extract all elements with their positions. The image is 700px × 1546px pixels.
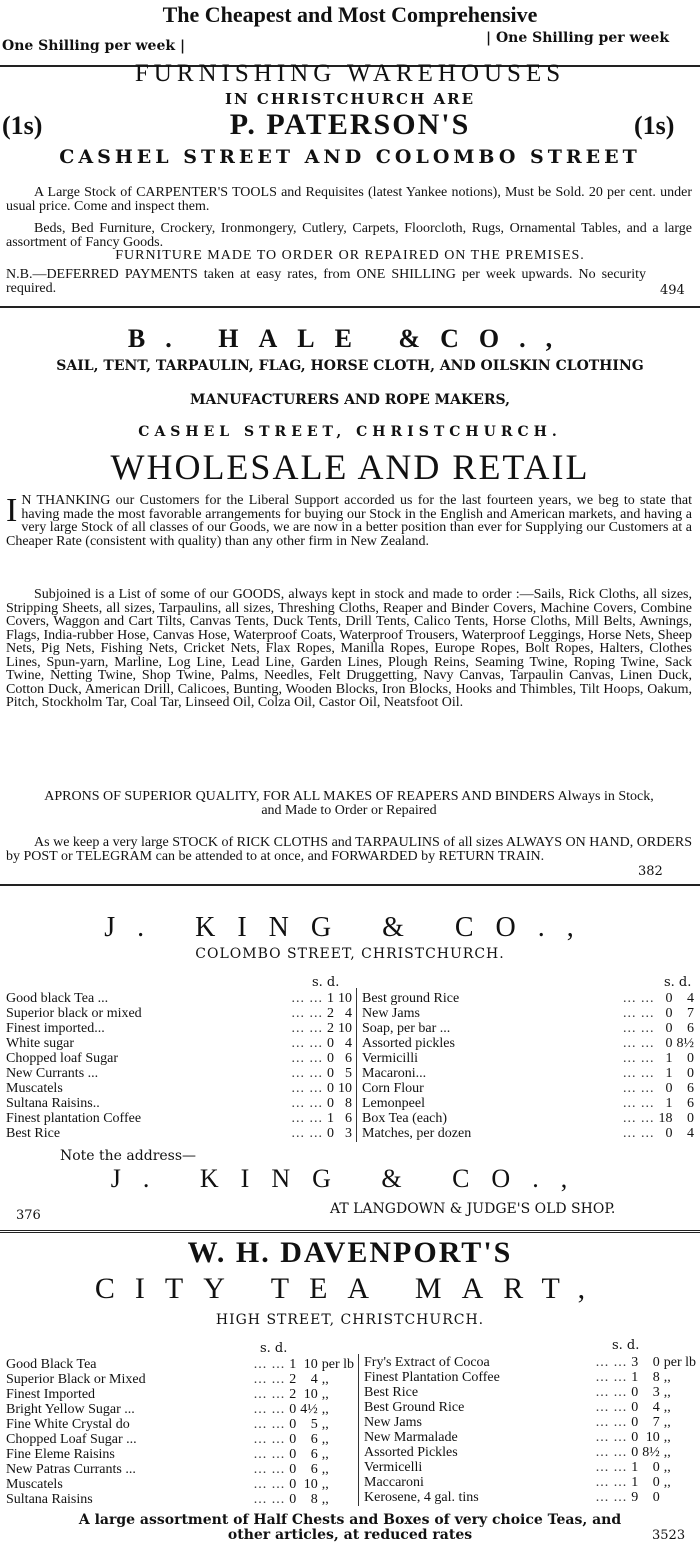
price-item: Assorted pickles [362,1036,455,1051]
price-shillings: 1 [631,1460,639,1475]
price-shillings: 1 [665,1096,673,1111]
price-item: Corn Flour [362,1081,424,1096]
price-item: Sultana Raisins [6,1492,93,1507]
price-pence: 4 [652,1400,660,1415]
price-item: New Patras Currants ... [6,1462,136,1477]
leader-dots: ... ... [253,1432,286,1447]
price-item: New Jams [364,1415,422,1430]
price-item: Best Rice [364,1385,419,1400]
paterson-badge-right: (1s) [634,111,675,140]
leader-dots: ... ... [253,1402,286,1417]
price-pence: 4½ [300,1402,318,1417]
price-shillings: 18 [658,1111,673,1126]
price-row [362,1370,698,1385]
price-row [362,1460,698,1475]
price-shillings: 0 [631,1415,639,1430]
price-pence: 0 [652,1355,660,1370]
price-row [4,1051,354,1066]
price-unit: ,, [663,1370,671,1385]
price-item: Finest imported... [6,1021,105,1036]
price-unit: ,, [321,1432,329,1447]
leader-dots: ... ... [623,1066,655,1081]
price-shillings: 0 [327,1051,334,1066]
price-item: Best ground Rice [362,991,460,1006]
price-row [362,1430,698,1445]
price-shillings: 0 [665,1006,673,1021]
price-item: Finest Imported [6,1387,96,1402]
price-row [4,1126,354,1141]
paterson-headline: The Cheapest and Most Comprehensive [162,2,538,27]
price-row [4,1447,356,1462]
price-row [362,1490,698,1505]
price-row [360,1051,696,1066]
leader-dots: ... ... [253,1417,286,1432]
price-item: Muscatels [6,1477,63,1492]
leader-dots: ... ... [623,991,655,1006]
leader-dots: ... ... [623,1051,655,1066]
price-item: Macaroni... [362,1066,427,1081]
paterson-name: P. PATERSON'S [229,108,471,141]
price-pence: 6 [345,1111,352,1126]
leader-dots: ... ... [623,1006,655,1021]
price-pence: 10 [303,1387,318,1402]
price-item: Superior Black or Mixed [6,1372,146,1387]
davenport-title: CITY TEA MART, [94,1272,606,1305]
paterson-para2: Beds, Bed Furniture, Crockery, Ironmongery, Cutlery, Carpets, Floorcloth, Rugs, Ornamental Tables, and a large assortment of Fancy Goods. [6,221,692,250]
price-unit: ,, [321,1477,329,1492]
price-item: Maccaroni [364,1475,424,1490]
leader-dots: ... ... [595,1370,628,1385]
hale-line2: MANUFACTURERS AND ROPE MAKERS, [190,392,510,408]
price-pence: 8 [310,1492,318,1507]
leader-dots: ... ... [253,1357,286,1372]
king-unit-header-left: s. d. [312,975,340,990]
king-note: Note the address— [60,1148,197,1164]
price-unit: per lb [663,1355,696,1370]
king-address: COLOMBO STREET, CHRISTCHURCH. [195,946,505,962]
price-pence: 8½ [676,1036,694,1051]
price-shillings: 0 [665,1036,673,1051]
king-location: AT LANGDOWN & JUDGE'S OLD SHOP. [330,1201,616,1217]
hale-dropcap: I [6,492,18,529]
king-ref: 376 [16,1208,41,1223]
price-pence: 0 [687,1051,694,1066]
price-shillings: 0 [289,1492,297,1507]
leader-dots: ... ... [595,1475,628,1490]
davenport-left-table [4,1357,356,1507]
leader-dots: ... ... [595,1460,628,1475]
hale-intro-text: N THANKING our Customers for the Liberal Support accorded us for the last fourteen years, we beg to state that having made the most favorable arrangements for buying our Stock in the English and American markets, and having a very large Stock of all classes of our Goods, we are now in a better position than ever for Supplying our Customers at a Cheaper Rate (consistent with quality) than any other firm in New Zealand. [6,493,692,549]
price-row [360,1081,696,1096]
price-row [362,1415,698,1430]
price-row [4,1111,354,1126]
price-unit: ,, [321,1417,329,1432]
price-unit: ,, [321,1372,329,1387]
price-item: Muscatels [6,1081,63,1096]
price-shillings: 0 [327,1066,334,1081]
price-shillings: 2 [289,1372,297,1387]
king-name-repeat: J. KING & CO., [110,1164,590,1193]
paterson-para1: A Large Stock of CARPENTER'S TOOLS and Requisites (latest Yankee notions), Must be Sold. 20 per cent. under usual price. Come and inspect them. [6,185,692,214]
price-shillings: 0 [665,1021,673,1036]
davenport-ref: 3523 [652,1528,686,1543]
king-right-table [360,991,696,1141]
divider [0,1230,700,1233]
price-unit: ,, [663,1415,671,1430]
price-pence: 4 [310,1372,318,1387]
price-item: Sultana Raisins.. [6,1096,100,1111]
price-row [362,1445,698,1460]
price-pence: 8 [652,1370,660,1385]
price-pence: 0 [687,1111,694,1126]
hale-closing: As we keep a very large STOCK of RICK CLOTHS and TARPAULINS of all sizes ALWAYS ON HAND, ORDERS by POST or TELEGRAM can be attended to at once, and FORWARDED by RETURN TRAIN. [6,835,692,864]
price-unit [662,1490,698,1505]
price-pence: 6 [310,1462,318,1477]
paterson-title: FURNISHING WAREHOUSES [134,60,566,87]
price-pence: 6 [687,1081,694,1096]
price-item: Assorted Pickles [364,1445,458,1460]
price-shillings: 1 [289,1357,297,1372]
price-shillings: 3 [631,1355,639,1370]
price-shillings: 1 [665,1051,673,1066]
leader-dots: ... ... [595,1400,628,1415]
leader-dots: ... ... [253,1462,286,1477]
leader-dots: ... ... [253,1492,286,1507]
leader-dots: ... ... [291,1036,323,1051]
hale-list: Subjoined is a List of some of our GOODS, always kept in stock and made to order :—Sails, Rick Cloths, all sizes, Stripping Sheets, all sizes, Tarpaulins, all sizes, Threshing Cloths, Reaper and Binder Covers, Machine Covers, Combine Covers, Waggon and Cart Tilts, Canvas Tents, Duck Tents, Drill Tents, Calico Tents, Horse Cloths, Mill Belts, Awnings, Flags, India-rubber Hose, Canvas Hose, Waterproof Coats, Waterproof Trousers, Waterproof Leggings, Horse Nets, Sheep Nets, Pig Nets, Fishing Nets, Cricket Nets, Flax Ropes, Manilla Ropes, Europe Ropes, Bolt Ropes, Halters, Clothes Lines, Spun-yarn, Marline, Log Line, Lead Line, Garden Lines, Plough Reins, Seaming Twine, Roping Twine, Sack Twine, Netting Twine, Shop Twine, Palms, Needles, Felt Druggetting, Navy Canvas, Tarpaulin Canvas, Linen Duck, Cotton Duck, American Drill, Calicoes, Bunting, Wooden Blocks, Iron Blocks, Hooks and Thimbles, Tilt Hoops, Oakum, Pitch, Stockholm Tar, Coal Tar, Linseed Oil, Colza Oil, Castor Oil, Neatsfoot Oil. [6,587,692,710]
price-shillings: 0 [327,1126,334,1141]
price-pence: 3 [652,1385,660,1400]
price-row [4,1417,356,1432]
price-item: Bright Yellow Sugar ... [6,1402,135,1417]
price-unit: ,, [321,1387,329,1402]
hale-intro [6,494,692,548]
price-shillings: 1 [327,991,334,1006]
paterson-subtitle: IN CHRISTCHURCH ARE [224,90,476,108]
price-unit: per lb [321,1357,354,1372]
price-item: Superior black or mixed [6,1006,142,1021]
price-shillings: 0 [289,1477,297,1492]
hale-aprons: APRONS OF SUPERIOR QUALITY, FOR ALL MAKES OF REAPERS AND BINDERS Always in Stock, and Made to Order or Repaired [44,789,654,818]
price-pence: 4 [687,991,694,1006]
davenport-right-table [362,1355,698,1505]
price-row [4,1036,354,1051]
price-shillings: 0 [289,1432,297,1447]
price-shillings: 0 [631,1430,639,1445]
price-pence: 7 [652,1415,660,1430]
hale-ref: 382 [638,864,663,879]
price-unit: ,, [663,1430,671,1445]
price-pence: 4 [345,1006,352,1021]
price-shillings: 0 [289,1417,297,1432]
leader-dots: ... ... [623,1036,655,1051]
paterson-address: CASHEL STREET AND COLOMBO STREET [59,146,641,168]
price-row [360,1126,696,1141]
price-item: New Currants ... [6,1066,99,1081]
price-pence: 10 [645,1430,660,1445]
price-row [4,1066,354,1081]
price-shillings: 0 [327,1096,334,1111]
price-unit: ,, [663,1475,671,1490]
price-pence: 0 [652,1475,660,1490]
price-pence: 0 [652,1460,660,1475]
price-shillings: 0 [665,1081,673,1096]
leader-dots: ... ... [253,1372,286,1387]
price-shillings: 0 [665,991,673,1006]
price-row [4,1372,356,1387]
leader-dots: ... ... [291,1111,323,1126]
paterson-badge-left: (1s) [2,111,43,140]
price-row [360,1066,696,1081]
leader-dots: ... ... [595,1490,628,1505]
leader-dots: ... ... [291,1006,323,1021]
price-shillings: 0 [631,1400,639,1415]
paterson-left-tag: One Shilling per week | [2,38,186,54]
leader-dots: ... ... [291,1081,323,1096]
price-pence: 10 [338,1021,352,1036]
leader-dots: ... ... [253,1387,286,1402]
price-unit: ,, [321,1447,329,1462]
price-unit: ,, [321,1492,329,1507]
leader-dots: ... ... [623,1126,655,1141]
price-unit: ,, [663,1385,671,1400]
price-row [4,1387,356,1402]
price-pence: 6 [310,1447,318,1462]
price-item: Fry's Extract of Cocoa [364,1355,490,1370]
price-item: Finest plantation Coffee [6,1111,142,1126]
price-item: New Marmalade [364,1430,458,1445]
leader-dots: ... ... [623,1096,655,1111]
price-shillings: 0 [327,1036,334,1051]
price-pence: 4 [687,1126,694,1141]
price-pence: 0 [652,1490,660,1505]
price-pence: 7 [687,1006,694,1021]
leader-dots: ... ... [623,1081,655,1096]
price-row [4,1402,356,1417]
leader-dots: ... ... [595,1415,628,1430]
price-pence: 6 [687,1096,694,1111]
paterson-ref: 494 [660,283,685,298]
price-row [362,1475,698,1490]
price-shillings: 1 [665,1066,673,1081]
price-item: Kerosene, 4 gal. tins [364,1490,479,1505]
price-shillings: 0 [289,1447,297,1462]
hale-name: B. HALE &CO., [127,324,573,353]
price-item: Finest Plantation Coffee [364,1370,500,1385]
hale-heading: WHOLESALE AND RETAIL [110,447,590,487]
price-item: Good black Tea ... [6,991,109,1006]
column-divider [358,1354,359,1506]
price-item: Matches, per dozen [362,1126,472,1141]
price-item: Good Black Tea [6,1357,97,1372]
leader-dots: ... ... [595,1355,628,1370]
column-divider [356,988,357,1142]
price-unit: ,, [663,1400,671,1415]
price-row [360,1006,696,1021]
leader-dots: ... ... [253,1447,286,1462]
king-name: J. KING & CO., [104,912,596,943]
hale-line3: CASHEL STREET, CHRISTCHURCH. [138,424,562,440]
price-item: Vermicelli [364,1460,423,1475]
price-pence: 8 [345,1096,352,1111]
price-row [4,1492,356,1507]
price-shillings: 9 [631,1490,639,1505]
price-shillings: 0 [289,1402,297,1417]
price-row [4,1432,356,1447]
price-item: White sugar [6,1036,75,1051]
price-row [4,991,354,1006]
price-item: Chopped Loaf Sugar ... [6,1432,137,1447]
divider [0,306,700,308]
price-shillings: 1 [327,1111,334,1126]
price-item: Soap, per bar ... [362,1021,451,1036]
price-row [360,1111,696,1126]
leader-dots: ... ... [291,1126,323,1141]
paterson-para3: FURNITURE MADE TO ORDER OR REPAIRED ON THE PREMISES. [115,248,585,263]
price-pence: 6 [310,1432,318,1447]
price-shillings: 0 [327,1081,334,1096]
king-left-table [4,991,354,1141]
leader-dots: ... ... [595,1385,628,1400]
price-row [4,1021,354,1036]
price-shillings: 1 [631,1475,639,1490]
davenport-name: W. H. DAVENPORT'S [187,1236,513,1269]
davenport-unit-header-right: s. d. [612,1338,640,1353]
leader-dots: ... ... [291,1021,323,1036]
price-pence: 5 [310,1417,318,1432]
price-pence: 6 [345,1051,352,1066]
davenport-footer: A large assortment of Half Chests and Boxes of very choice Teas, and other articles, at reduced rates [78,1512,622,1543]
price-item: Chopped loaf Sugar [6,1051,118,1066]
leader-dots: ... ... [595,1445,628,1460]
price-item: Vermicilli [362,1051,418,1066]
price-unit: ,, [321,1402,329,1417]
leader-dots: ... ... [291,1066,323,1081]
price-row [362,1355,698,1370]
price-shillings: 1 [631,1370,639,1385]
price-unit: ,, [663,1445,671,1460]
price-shillings: 2 [327,1021,334,1036]
price-row [362,1400,698,1415]
price-row [4,1096,354,1111]
price-pence: 10 [338,1081,352,1096]
price-item: New Jams [362,1006,420,1021]
price-row [360,1021,696,1036]
price-item: Best Rice [6,1126,61,1141]
price-pence: 0 [687,1066,694,1081]
davenport-address: HIGH STREET, CHRISTCHURCH. [215,1312,485,1328]
price-row [4,1006,354,1021]
price-pence: 5 [345,1066,352,1081]
price-item: Best Ground Rice [364,1400,465,1415]
leader-dots: ... ... [623,1111,655,1126]
price-row [4,1477,356,1492]
paterson-para4: N.B.—DEFERRED PAYMENTS taken at easy rates, from ONE SHILLING per week upwards. No security required. [6,267,646,296]
price-shillings: 0 [631,1385,639,1400]
davenport-unit-header-left: s. d. [260,1341,288,1356]
price-row [4,1357,356,1372]
price-shillings: 0 [665,1126,673,1141]
price-item: Fine Eleme Raisins [6,1447,115,1462]
leader-dots: ... ... [253,1477,286,1492]
paterson-right-tag: | One Shilling per week [486,30,670,46]
price-unit: ,, [321,1462,329,1477]
price-shillings: 2 [327,1006,334,1021]
price-pence: 6 [687,1021,694,1036]
price-pence: 8½ [642,1445,660,1460]
hale-line1: SAIL, TENT, TARPAULIN, FLAG, HORSE CLOTH, AND OILSKIN CLOTHING [56,358,644,374]
price-shillings: 0 [631,1445,639,1460]
price-item: Fine White Crystal do [6,1417,130,1432]
price-row [360,991,696,1006]
price-unit: ,, [663,1460,671,1475]
price-row [362,1385,698,1400]
price-pence: 3 [345,1126,352,1141]
leader-dots: ... ... [291,991,323,1006]
leader-dots: ... ... [291,1051,323,1066]
price-shillings: 0 [289,1462,297,1477]
price-shillings: 2 [289,1387,297,1402]
leader-dots: ... ... [623,1021,655,1036]
leader-dots: ... ... [595,1430,628,1445]
price-row [360,1096,696,1111]
divider [0,884,700,886]
leader-dots: ... ... [291,1096,323,1111]
price-pence: 10 [338,991,352,1006]
price-pence: 10 [303,1357,318,1372]
price-row [4,1081,354,1096]
price-pence: 10 [303,1477,318,1492]
price-item: Box Tea (each) [362,1111,448,1126]
price-row [360,1036,696,1051]
price-pence: 4 [345,1036,352,1051]
price-row [4,1462,356,1477]
price-item: Lemonpeel [362,1096,425,1111]
king-unit-header-right: s. d. [664,975,692,990]
